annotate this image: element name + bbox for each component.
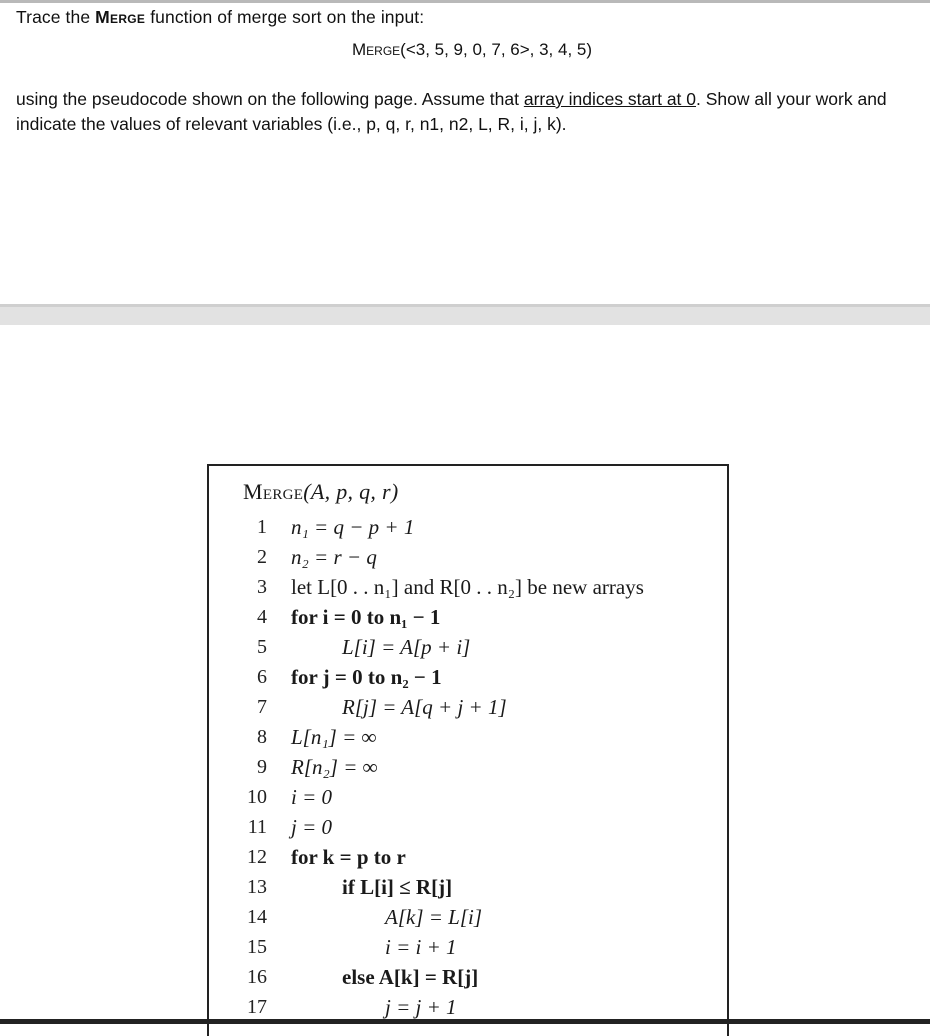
intro-after: function of merge sort on the input: <box>145 7 425 27</box>
line-text: if L[i] ≤ R[j] <box>342 875 453 899</box>
prompt-intro <box>16 6 424 28</box>
line-number: 14 <box>247 906 267 928</box>
line-text: i = i + 1 <box>385 935 457 959</box>
merge-call: Merge(<3, 5, 9, 0, 7, 6>, 3, 4, 5) <box>352 40 593 59</box>
pseudocode-box <box>207 464 729 1036</box>
instr-underlined: array indices start at 0 <box>523 89 697 109</box>
line-number: 10 <box>247 786 267 808</box>
instr-after: . Show all your work and indicate the values of relevant variables (i.e., p, q, r, n1, n2, L, R, i, j, k). <box>16 89 887 134</box>
line-number: 8 <box>257 726 267 748</box>
line-text: j = 0 <box>291 815 333 839</box>
top-rule <box>0 0 930 3</box>
line-text: else A[k] = R[j] <box>342 965 479 989</box>
line-number: 6 <box>257 666 267 688</box>
line-text: n₁ = q − p + 1 <box>291 515 415 539</box>
line-number: 2 <box>257 546 267 568</box>
line-number: 9 <box>257 756 267 778</box>
line-text: for k = p to r <box>291 845 406 869</box>
line-number: 12 <box>247 846 267 868</box>
line-text: for j = 0 to n₂ − 1 <box>291 665 442 689</box>
line-text: R[n₂] = ∞ <box>291 755 378 779</box>
procedure-title <box>243 478 399 506</box>
line-number: 13 <box>247 876 267 898</box>
line-number: 15 <box>247 936 267 958</box>
line-number: 1 <box>257 516 267 538</box>
instr-before: using the pseudocode shown on the following page. Assume that <box>16 89 524 109</box>
line-number: 11 <box>247 816 267 838</box>
line-text: R[j] = A[q + j + 1] <box>342 695 507 719</box>
line-number: 5 <box>257 636 267 658</box>
line-text: A[k] = L[i] <box>385 905 483 929</box>
line-text: for i = 0 to n₁ − 1 <box>291 605 441 629</box>
procedure-name: Merge <box>243 479 304 504</box>
line-number: 3 <box>257 576 267 598</box>
instructions <box>16 87 916 137</box>
line-text: L[n₁] = ∞ <box>291 725 377 749</box>
line-text: i = 0 <box>291 785 333 809</box>
line-number: 17 <box>247 996 267 1018</box>
bottom-rule <box>0 1019 930 1024</box>
line-number: 7 <box>257 696 267 718</box>
procedure-args: (A, p, q, r) <box>303 479 399 504</box>
line-text: j = j + 1 <box>385 995 457 1019</box>
line-text: L[i] = A[p + i] <box>342 635 471 659</box>
line-text: let L[0 . . n₁] and R[0 . . n₂] be new arrays <box>291 575 644 599</box>
line-number: 16 <box>247 966 267 988</box>
function-name: Merge <box>95 7 146 27</box>
line-number: 4 <box>257 606 267 628</box>
line-text: n₂ = r − q <box>291 545 377 569</box>
intro-before: Trace the <box>16 7 96 27</box>
page-separator <box>0 304 930 325</box>
